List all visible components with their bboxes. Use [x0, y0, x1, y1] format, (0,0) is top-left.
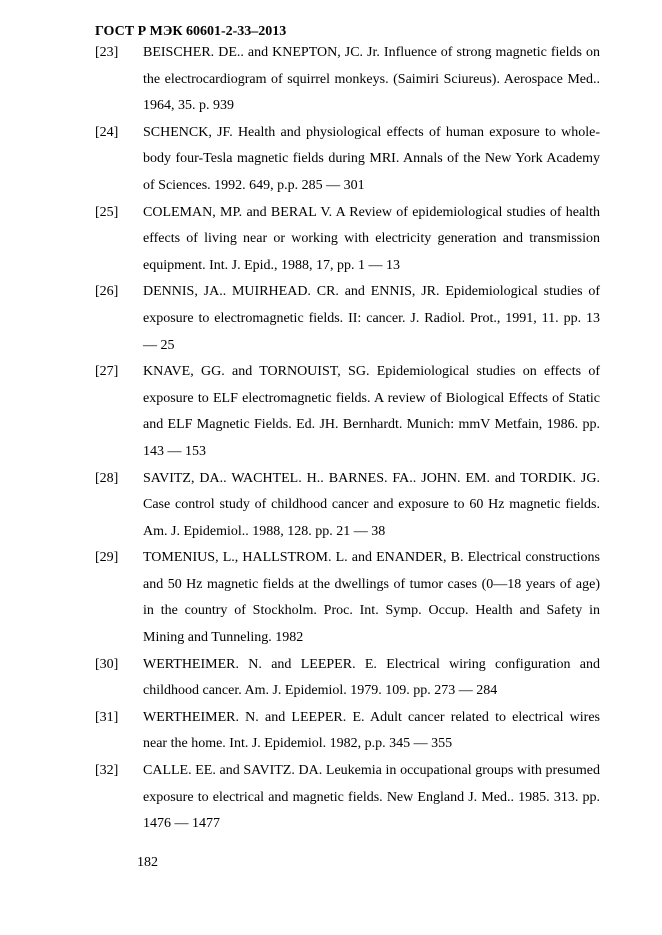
- reference-item: [95, 705, 600, 758]
- reference-text: SAVITZ, DA.. WACHTEL. H.. BARNES. FA.. JOHN. EM. and TORDIK. JG. Case control study of childhood cancer and exposure to 60 Hz magnetic fields. Am. J. Epidemiol.. 1988, 128. pp. 21 — 38: [143, 470, 600, 539]
- reference-item: [95, 120, 600, 200]
- reference-text: SCHENCK, JF. Health and physiological effects of human exposure to whole-body four-Tesla magnetic fields during MRI. Annals of the New York Academy of Sciences. 1992. 649, p.p. 285 — 301: [143, 124, 600, 193]
- reference-number: [28]: [95, 470, 119, 486]
- reference-item: [95, 466, 600, 546]
- reference-text: CALLE. EE. and SAVITZ. DA. Leukemia in occupational groups with presumed exposure to electrical and magnetic fields. New England J. Med.. 1985. 313. pp. 1476 — 1477: [143, 763, 600, 832]
- reference-number: [24]: [95, 124, 119, 140]
- reference-item: [95, 359, 600, 465]
- reference-item: [95, 758, 600, 838]
- reference-text: WERTHEIMER. N. and LEEPER. E. Adult cancer related to electrical wires near the home. Int. J. Epidemiol. 1982, p.p. 345 — 355: [143, 709, 600, 752]
- reference-text: DENNIS, JA.. MUIRHEAD. CR. and ENNIS, JR. Epidemiological studies of exposure to electromagnetic fields. II: cancer. J. Radiol. Prot., 1991, 11. pp. 13 — 25: [143, 284, 600, 353]
- reference-text: WERTHEIMER. N. and LEEPER. E. Electrical wiring configuration and childhood cancer. Am. J. Epidemiol. 1979. 109. pp. 273 — 284: [143, 656, 600, 699]
- reference-number: [30]: [95, 656, 119, 672]
- reference-item: [95, 200, 600, 280]
- reference-number: [27]: [95, 364, 119, 380]
- reference-text: COLEMAN, MP. and BERAL V. A Review of epidemiological studies of health effects of living near or working with electricity generation and transmission equipment. Int. J. Epid., 1988, 17, pp. 1 — 13: [143, 204, 600, 273]
- standard-header: ГОСТ Р МЭК 60601-2-33–2013: [95, 24, 287, 39]
- reference-item: [95, 279, 600, 359]
- reference-number: [25]: [95, 204, 119, 220]
- reference-item: [95, 40, 600, 120]
- reference-text: TOMENIUS, L., HALLSTROM. L. and ENANDER, B. Electrical constructions and 50 Hz magnetic fields at the dwellings of tumor cases (0—18 years of age) in the country of Stockholm. Proc. Int. Symp. Occup. Health and Safety in Mining and Tunneling. 1982: [143, 550, 600, 646]
- reference-number: [32]: [95, 763, 119, 779]
- reference-list: [95, 40, 600, 838]
- reference-number: [31]: [95, 709, 119, 725]
- reference-number: [23]: [95, 45, 119, 60]
- reference-text: KNAVE, GG. and TORNOUIST, SG. Epidemiological studies on effects of exposure to ELF electromagnetic fields. A review of Biological Effects of Static and ELF Magnetic Fields. Ed. JH. Bernhardt. Munich: mmV Metfain, 1986. pp. 143 — 153: [143, 364, 600, 459]
- reference-number: [29]: [95, 550, 119, 566]
- reference-item: [95, 652, 600, 705]
- reference-item: [95, 545, 600, 651]
- page-number: 182: [137, 855, 158, 870]
- reference-number: [26]: [95, 284, 119, 300]
- reference-text: BEISCHER. DE.. and KNEPTON, JC. Jr. Influence of strong magnetic fields on the electrocardiogram of squirrel monkeys. (Saimiri Sciureus). Aerospace Med.. 1964, 35. p. 939: [143, 45, 600, 114]
